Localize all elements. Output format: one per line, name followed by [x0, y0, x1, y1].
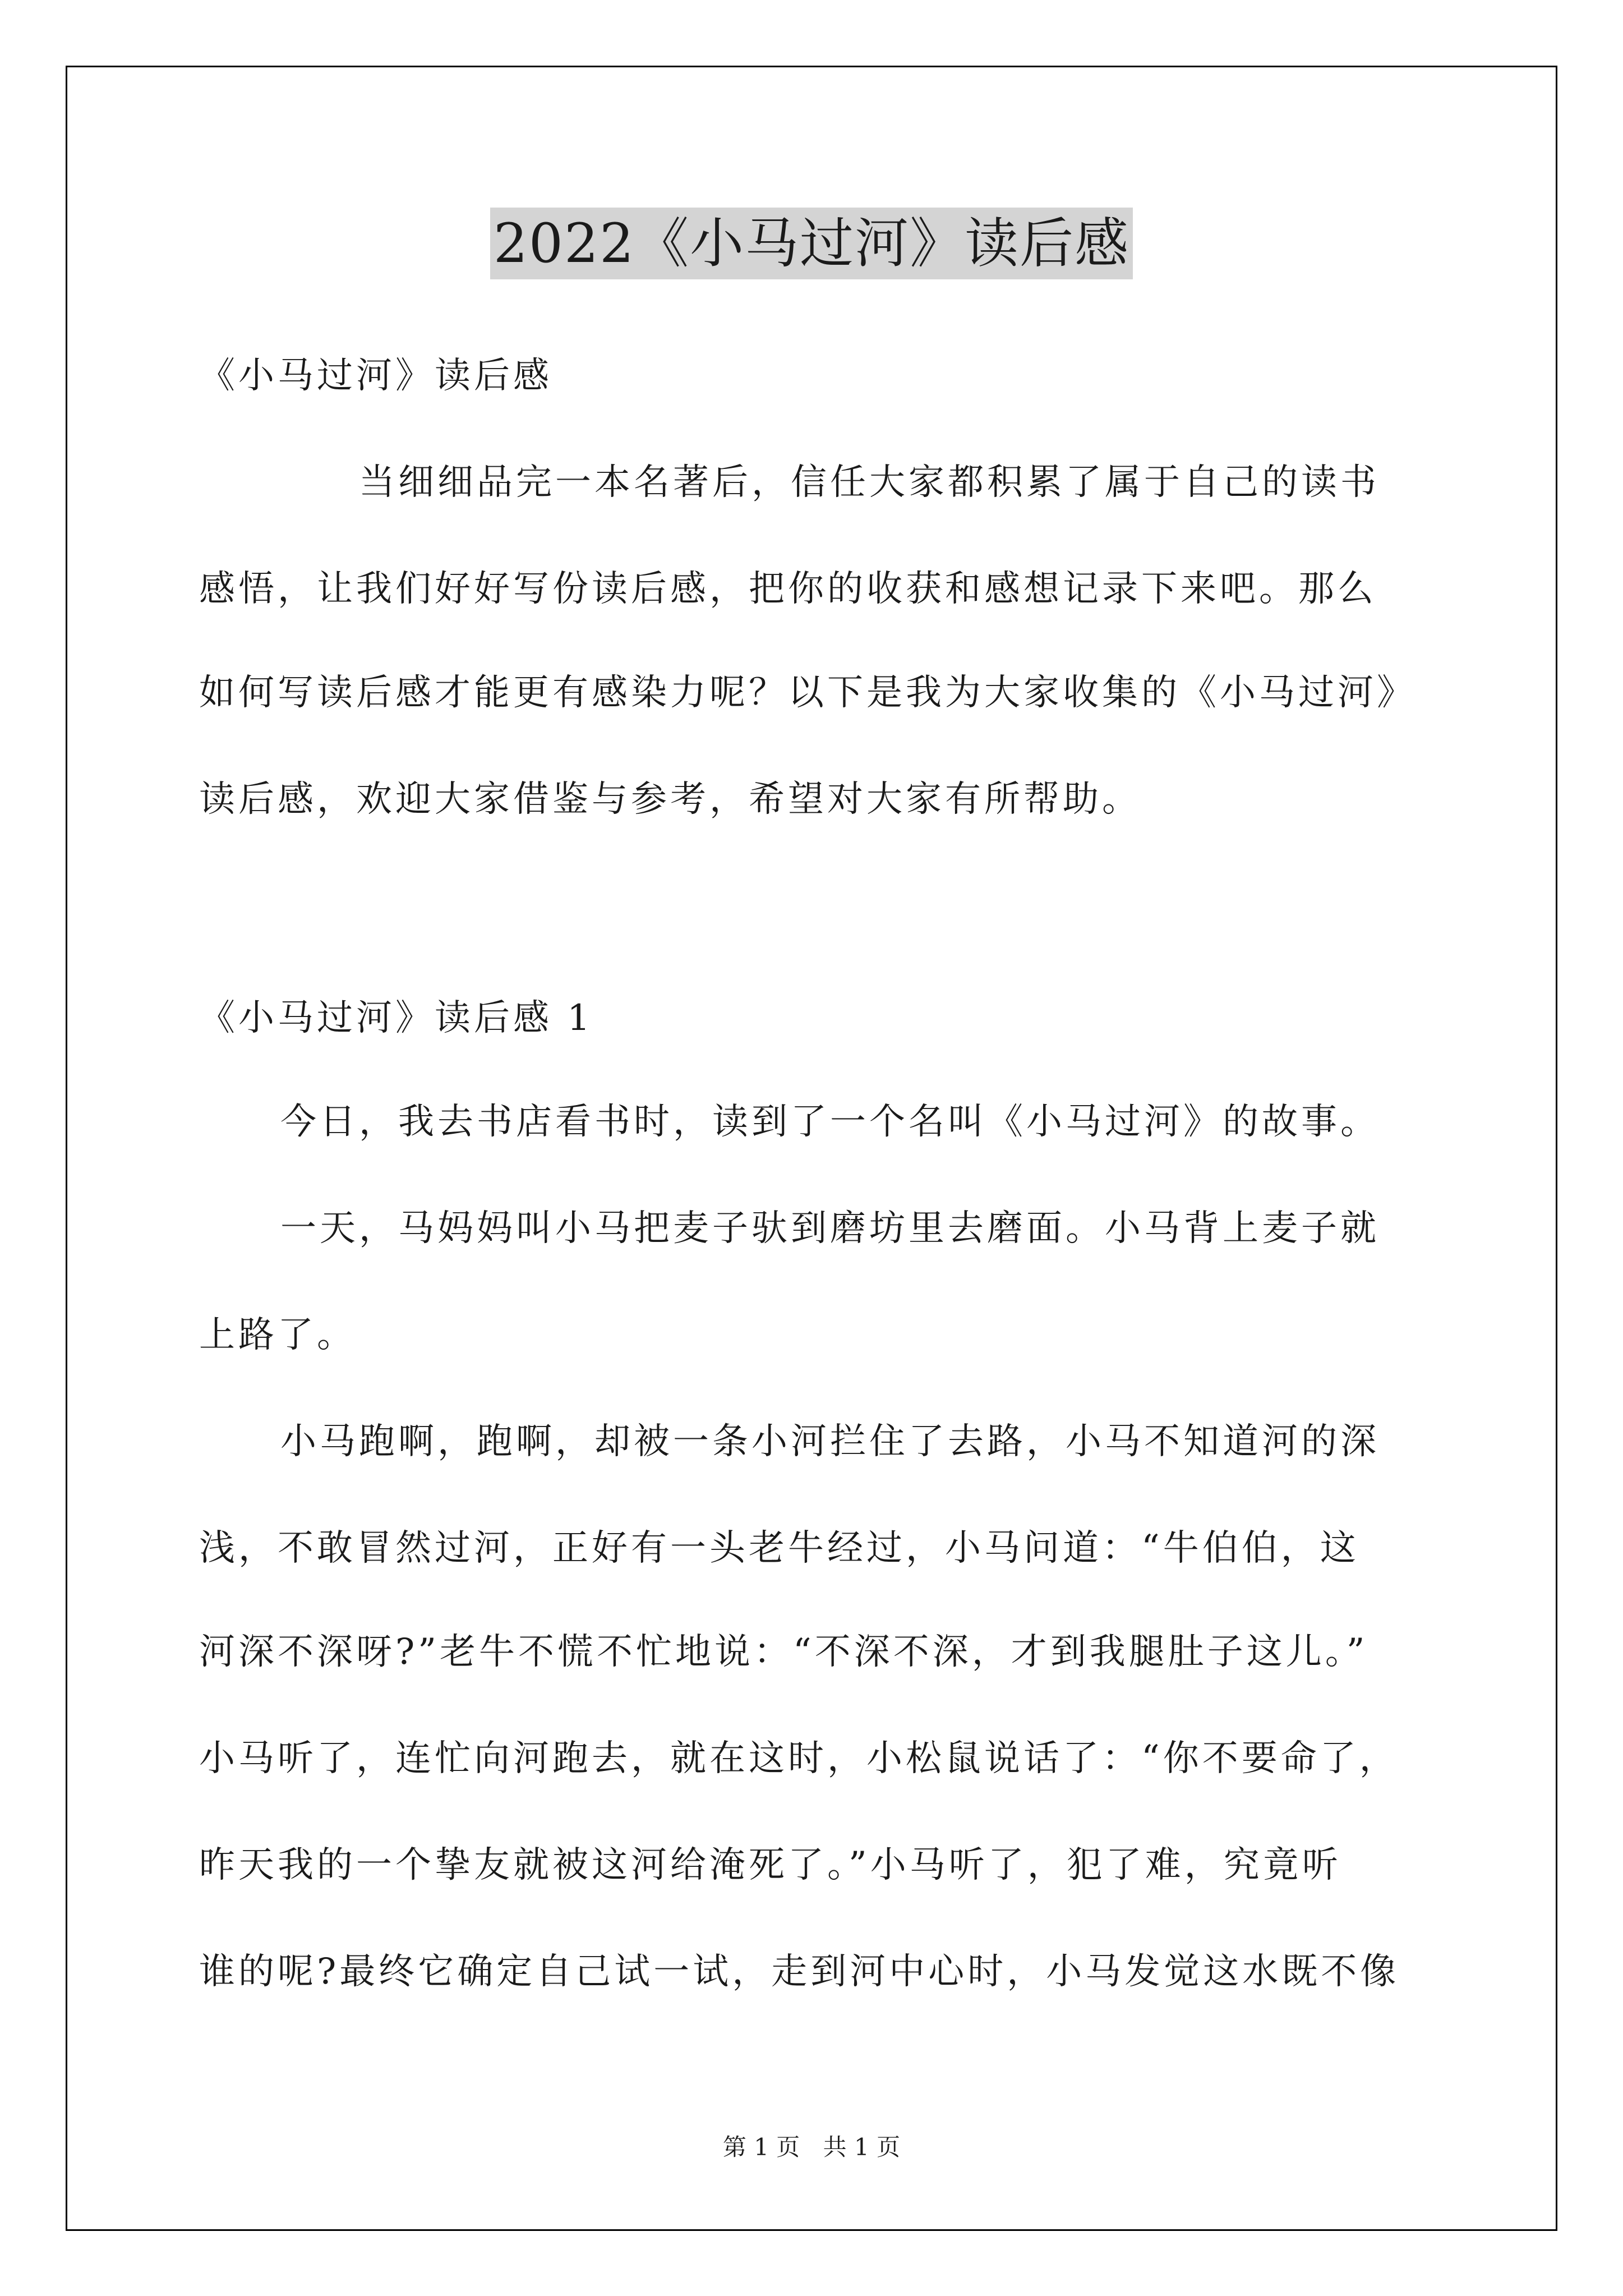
body-line-8: 昨天我的一个挚友就被这河给淹死了。”小马听了，犯了难，究竟听 [199, 1844, 1341, 1886]
page-total: 共 1 页 [823, 2133, 901, 2161]
body-line-6: 河深不深呀?”老牛不慌不忙地说：“不深不深，才到我腿肚子这儿。” [199, 1631, 1368, 1673]
body-line-1: 今日，我去书店看书时，读到了一个名叫《小马过河》的故事。 [280, 1101, 1380, 1143]
intro-line-4: 读后感，欢迎大家借鉴与参考，希望对大家有所帮助。 [199, 779, 1141, 820]
body-line-5: 浅，不敢冒然过河，正好有一头老牛经过，小马问道：“牛伯伯，这 [199, 1527, 1359, 1569]
title-wrapper [0, 208, 1623, 279]
body-line-2: 一天，马妈妈叫小马把麦子驮到磨坊里去磨面。小马背上麦子就 [280, 1208, 1380, 1249]
body-line-4: 小马跑啊，跑啊，却被一条小河拦住了去路，小马不知道河的深 [280, 1421, 1380, 1462]
document-title: 2022《小马过河》读后感 [490, 208, 1133, 279]
body-line-3: 上路了。 [199, 1314, 356, 1356]
intro-line-2: 感悟，让我们好好写份读后感，把你的收获和感想记录下来吧。那么 [199, 568, 1377, 610]
intro-line-3: 如何写读后感才能更有感染力呢？以下是我为大家收集的《小马过河》 [199, 672, 1416, 714]
page-number: 第 1 页 [722, 2133, 800, 2161]
body-line-9: 谁的呢?最终它确定自己试一试，走到河中心时，小马发觉这水既不像 [199, 1951, 1400, 1993]
intro-line-1: 当细细品完一本名著后，信任大家都积累了属于自己的读书 [359, 462, 1380, 503]
subtitle: 《小马过河》读后感 [199, 355, 552, 397]
page-footer [0, 2132, 1623, 2163]
body-line-7: 小马听了，连忙向河跑去，就在这时，小松鼠说话了：“你不要命了， [199, 1738, 1399, 1779]
section-heading: 《小马过河》读后感 1 [199, 997, 594, 1039]
